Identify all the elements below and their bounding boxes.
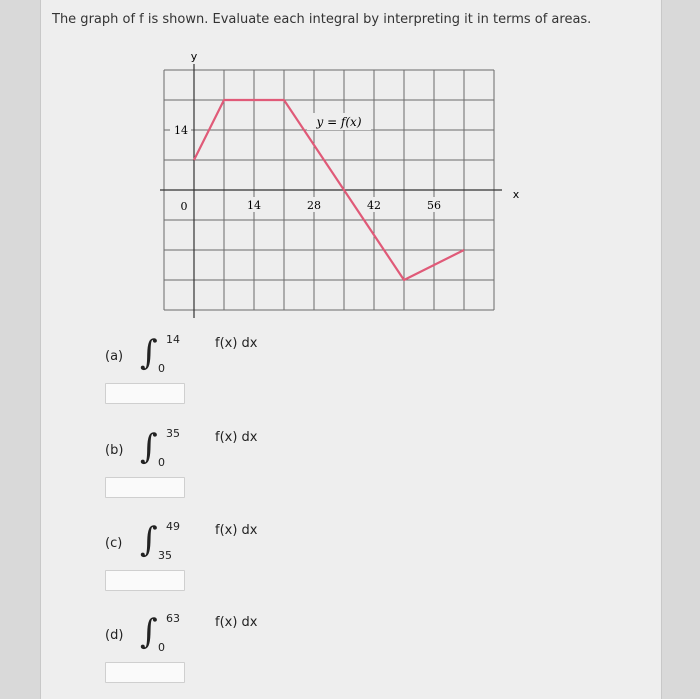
integral-sign-icon: ∫ bbox=[140, 612, 158, 652]
part-b-integral bbox=[140, 427, 258, 477]
y-tick-labels bbox=[170, 122, 191, 137]
origin-label: 0 bbox=[180, 200, 188, 213]
part-a-integrand: f(x) dx bbox=[215, 336, 258, 351]
part-a-answer-input[interactable] bbox=[105, 383, 185, 404]
part-d-label: (d) bbox=[105, 628, 124, 643]
curve-label: y = f(x) bbox=[316, 115, 362, 129]
part-a-lower-limit: 0 bbox=[158, 362, 165, 375]
part-c-integrand: f(x) dx bbox=[215, 523, 258, 538]
x-tick-label: 28 bbox=[307, 199, 321, 212]
part-d-upper-limit: 63 bbox=[166, 612, 180, 625]
part-c-lower-limit: 35 bbox=[158, 549, 172, 562]
x-axis-label: x bbox=[512, 188, 520, 201]
x-tick-label: 42 bbox=[367, 199, 381, 212]
part-d-lower-limit: 0 bbox=[158, 641, 165, 654]
part-d-answer-input[interactable] bbox=[105, 662, 185, 683]
y-tick-label: 14 bbox=[174, 124, 188, 137]
part-b-label: (b) bbox=[105, 443, 124, 458]
part-c-label: (c) bbox=[105, 536, 123, 551]
question-prompt: The graph of f is shown. Evaluate each integral by interpreting it in terms of areas. bbox=[52, 12, 592, 27]
integral-sign-icon: ∫ bbox=[140, 333, 158, 373]
y-axis-label: y bbox=[190, 50, 198, 63]
part-c-integral bbox=[140, 520, 258, 570]
part-a-integral bbox=[140, 333, 258, 383]
integral-sign-icon: ∫ bbox=[140, 427, 158, 467]
x-tick-label: 14 bbox=[247, 199, 261, 212]
function-graph bbox=[152, 50, 532, 330]
part-b-integrand: f(x) dx bbox=[215, 430, 258, 445]
part-a-upper-limit: 14 bbox=[166, 333, 180, 346]
part-d-integrand: f(x) dx bbox=[215, 615, 258, 630]
part-c-upper-limit: 49 bbox=[166, 520, 180, 533]
part-b-lower-limit: 0 bbox=[158, 456, 165, 469]
part-b-upper-limit: 35 bbox=[166, 427, 180, 440]
part-c-answer-input[interactable] bbox=[105, 570, 185, 591]
integral-sign-icon: ∫ bbox=[140, 520, 158, 560]
part-b-answer-input[interactable] bbox=[105, 477, 185, 498]
x-tick-label: 56 bbox=[427, 199, 441, 212]
part-a-label: (a) bbox=[105, 349, 124, 364]
part-d-integral bbox=[140, 612, 258, 662]
